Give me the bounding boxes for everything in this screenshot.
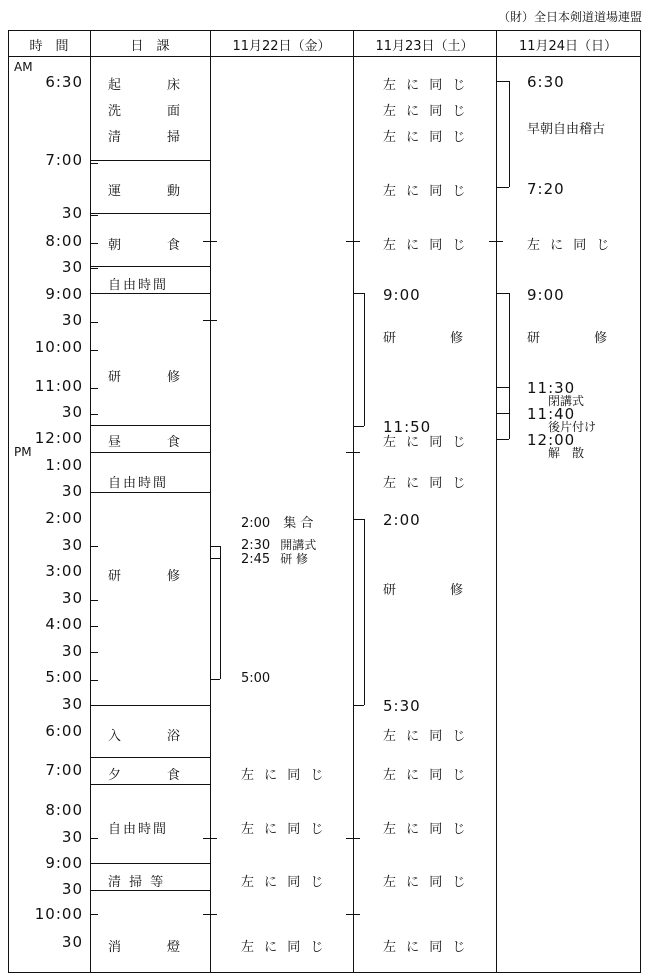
period-am: AM (14, 60, 33, 74)
day3-closing-label: 閉講式 (548, 394, 585, 408)
schedule-item-training: 研 修 (108, 370, 182, 385)
time-label: 30 (61, 828, 83, 846)
day2-bracket-pm (364, 519, 365, 705)
schedule-item-lunch: 昼 食 (108, 435, 182, 450)
day2-same: 左 に 同 じ (383, 104, 469, 119)
time-label: 30 (61, 403, 83, 421)
header-schedule: 日 課 (130, 39, 170, 54)
time-tick (90, 268, 98, 269)
day3-end-practice: 7:20 (527, 180, 565, 198)
day2-bracket-tick (353, 426, 364, 427)
schedule-item-wake: 起 床 (108, 78, 182, 93)
time-label: 30 (61, 880, 83, 898)
schedule-divider (90, 293, 210, 294)
time-label: 11:00 (34, 377, 83, 395)
day3-dismiss-time: 12:00 (527, 431, 576, 449)
day2-start-pm: 2:00 (383, 511, 421, 529)
schedule-divider (90, 757, 210, 758)
schedule-item-free-time: 自由時間 (108, 278, 169, 293)
time-label: 7:00 (45, 761, 83, 779)
time-label: 4:00 (45, 615, 83, 633)
day3-cleanup-time: 11:40 (527, 405, 576, 423)
day2-same: 左 に 同 じ (383, 729, 469, 744)
schedule-item-breakfast: 朝 食 (108, 238, 182, 253)
time-label: 6:00 (45, 722, 83, 740)
day1-opening: 2:30 開講式 (241, 538, 317, 553)
period-pm: PM (14, 445, 32, 459)
day2-tick (346, 452, 360, 453)
time-label: 7:00 (45, 151, 83, 169)
header-day3: 11月24日（日） (518, 39, 618, 54)
column-divider-day1 (353, 30, 354, 973)
day3-bracket-tick (496, 413, 509, 414)
day1-training: 2:45 研 修 (241, 552, 309, 567)
day1-tick (203, 320, 217, 321)
time-tick (90, 215, 98, 216)
day3-early-practice: 早朝自由稽古 (527, 122, 606, 137)
schedule-item-wash: 洗 面 (108, 104, 182, 119)
day3-bracket-tick (496, 81, 509, 82)
day1-end: 5:00 (241, 671, 271, 686)
time-tick (90, 546, 98, 547)
day2-tick (346, 838, 360, 839)
header-day2: 11月23日（土） (375, 39, 474, 54)
day3-bracket-tick (496, 439, 509, 440)
day1-same-lights: 左 に 同 じ (241, 940, 327, 955)
day1-bracket-tick (210, 679, 220, 680)
time-label: 30 (61, 589, 83, 607)
time-tick (90, 680, 98, 681)
day2-bracket-am (364, 293, 365, 426)
column-divider-schedule (210, 30, 211, 973)
organization-name: （財）全日本剣道道場連盟 (497, 10, 642, 24)
time-label: 1:00 (45, 456, 83, 474)
day2-same: 左 に 同 じ (383, 78, 469, 93)
day1-tick (203, 914, 217, 915)
schedule-item-cleaning: 清 掃 等 (108, 875, 166, 890)
day3-bracket-tick (496, 187, 509, 188)
time-tick (90, 322, 98, 323)
day1-tick (203, 241, 217, 242)
day1-same-free: 左 に 同 じ (241, 822, 327, 837)
day2-same: 左 に 同 じ (383, 130, 469, 145)
time-label: 30 (61, 695, 83, 713)
schedule-item-clean: 清 掃 (108, 130, 182, 145)
time-label: 12:00 (34, 429, 83, 447)
day2-same: 左 に 同 じ (383, 875, 469, 890)
time-label: 3:00 (45, 562, 83, 580)
schedule-divider (90, 160, 210, 161)
day2-same: 左 に 同 じ (383, 940, 469, 955)
time-tick (90, 163, 98, 164)
day2-training-am: 研 修 (383, 331, 465, 346)
column-divider-day2 (496, 30, 497, 973)
day3-bracket-tick (496, 387, 509, 388)
time-label: 10:00 (34, 338, 83, 356)
schedule-divider (90, 784, 210, 785)
header-bottom-border (8, 56, 640, 57)
schedule-divider (90, 863, 210, 864)
schedule-item-free-time: 自由時間 (108, 822, 169, 837)
time-label: 2:00 (45, 509, 83, 527)
time-tick (90, 243, 98, 244)
table-left-border (8, 30, 9, 973)
day3-closing-time: 11:30 (527, 379, 576, 397)
time-tick (90, 626, 98, 627)
time-label: 30 (61, 536, 83, 554)
time-label: 30 (61, 933, 83, 951)
time-tick (90, 388, 98, 389)
day3-start-training: 9:00 (527, 286, 565, 304)
day2-end-am: 11:50 (383, 418, 432, 436)
schedule-divider (90, 890, 210, 891)
day2-same: 左 に 同 じ (383, 184, 469, 199)
day1-bracket (220, 546, 221, 679)
schedule-item-lights-out: 消 燈 (108, 940, 182, 955)
day2-same: 左 に 同 じ (383, 476, 469, 491)
day2-bracket-tick (353, 705, 364, 706)
time-label: 10:00 (34, 905, 83, 923)
time-tick (90, 652, 98, 653)
time-label: 30 (61, 258, 83, 276)
schedule-divider (90, 266, 210, 267)
day3-bracket-tick (496, 293, 509, 294)
schedule-divider (90, 425, 210, 426)
day1-same-dinner: 左 に 同 じ (241, 768, 327, 783)
time-label: 8:00 (45, 801, 83, 819)
schedule-divider (90, 452, 210, 453)
day3-tick (489, 241, 503, 242)
table-right-border (640, 30, 641, 973)
time-label: 5:00 (45, 668, 83, 686)
day2-training-pm: 研 修 (383, 583, 465, 598)
time-label: 9:00 (45, 854, 83, 872)
time-label: 30 (61, 204, 83, 222)
day2-same: 左 に 同 じ (383, 822, 469, 837)
time-label: 30 (61, 642, 83, 660)
schedule-item-training: 研 修 (108, 569, 182, 584)
day2-same: 左 に 同 じ (383, 768, 469, 783)
schedule-item-bath: 入 浴 (108, 729, 182, 744)
day3-training: 研 修 (527, 331, 609, 346)
day2-tick (346, 914, 360, 915)
time-label: 8:00 (45, 232, 83, 250)
day1-same-cleaning: 左 に 同 じ (241, 875, 327, 890)
schedule-item-exercise: 運 動 (108, 184, 182, 199)
header-time: 時 間 (29, 39, 69, 54)
time-label: 6:30 (45, 73, 83, 91)
schedule-item-free-time: 自由時間 (108, 476, 169, 491)
day3-dismiss-label: 解 散 (548, 446, 585, 460)
day2-tick (346, 241, 360, 242)
time-label: 9:00 (45, 285, 83, 303)
day3-start: 6:30 (527, 73, 565, 91)
day2-bracket-tick (353, 293, 364, 294)
time-label: 30 (61, 311, 83, 329)
day3-same: 左 に 同 じ (527, 238, 613, 253)
schedule-divider (90, 213, 210, 214)
time-tick (90, 414, 98, 415)
day2-same: 左 に 同 じ (383, 435, 469, 450)
time-tick (90, 600, 98, 601)
schedule-divider (90, 705, 210, 706)
day2-start-am: 9:00 (383, 286, 421, 304)
time-tick (90, 838, 98, 839)
day2-same: 左 に 同 じ (383, 238, 469, 253)
table-bottom-border (8, 972, 640, 973)
day3-bracket-early (509, 81, 510, 187)
day1-tick (203, 838, 217, 839)
time-tick (90, 350, 98, 351)
header-day1: 11月22日（金） (232, 39, 331, 54)
day1-bracket-tick (210, 558, 220, 559)
day1-assembly: 2:00 集 合 (241, 516, 314, 531)
day2-bracket-tick (353, 519, 364, 520)
day3-cleanup-label: 後片付け (548, 420, 597, 434)
day2-end-pm: 5:30 (383, 697, 421, 715)
column-divider-time (90, 30, 91, 973)
schedule-divider (90, 492, 210, 493)
schedule-item-dinner: 夕 食 (108, 768, 182, 783)
time-label: 30 (61, 482, 83, 500)
table-top-border (8, 30, 640, 31)
time-tick (90, 914, 98, 915)
day1-bracket-tick (210, 546, 220, 547)
day3-bracket-training (509, 293, 510, 439)
